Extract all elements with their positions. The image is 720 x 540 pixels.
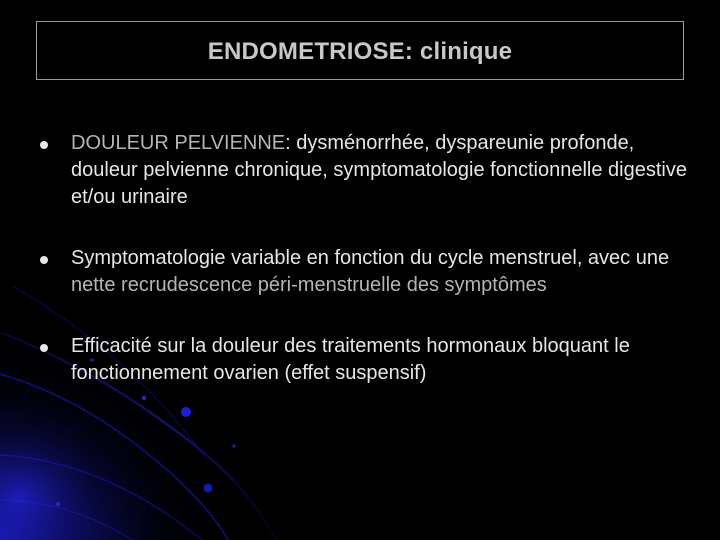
slide-title: ENDOMETRIOSE: clinique bbox=[207, 37, 513, 65]
bullet-main: Symptomatologie variable en fonction du cycle menstruel, avec une bbox=[71, 247, 670, 269]
bullet-text bbox=[71, 247, 669, 296]
bullet-list bbox=[40, 130, 690, 387]
bullet-emphasis: nette recrudescence péri-menstruelle des symptômes bbox=[71, 274, 547, 296]
bullet-dot bbox=[40, 141, 48, 149]
bullet-dot bbox=[40, 344, 48, 352]
bullet-item-symptomatologie bbox=[40, 245, 690, 299]
bullet-item-douleur-pelvienne bbox=[40, 130, 690, 211]
bullet-item-efficacite bbox=[40, 333, 690, 387]
bullet-detail: : dysménorrhée, dyspareunie profonde, douleur pelvienne chronique, symptomatologie fonctionnelle digestive et/ou urinaire bbox=[71, 132, 687, 208]
bullet-text: Efficacité sur la douleur des traitements hormonaux bloquant le fonctionnement ovarien (effet suspensif) bbox=[71, 335, 630, 384]
bullet-heading: DOULEUR PELVIENNE bbox=[71, 132, 286, 154]
title-box bbox=[36, 21, 684, 80]
bullet-text bbox=[71, 132, 687, 208]
bullet-dot bbox=[40, 256, 48, 264]
